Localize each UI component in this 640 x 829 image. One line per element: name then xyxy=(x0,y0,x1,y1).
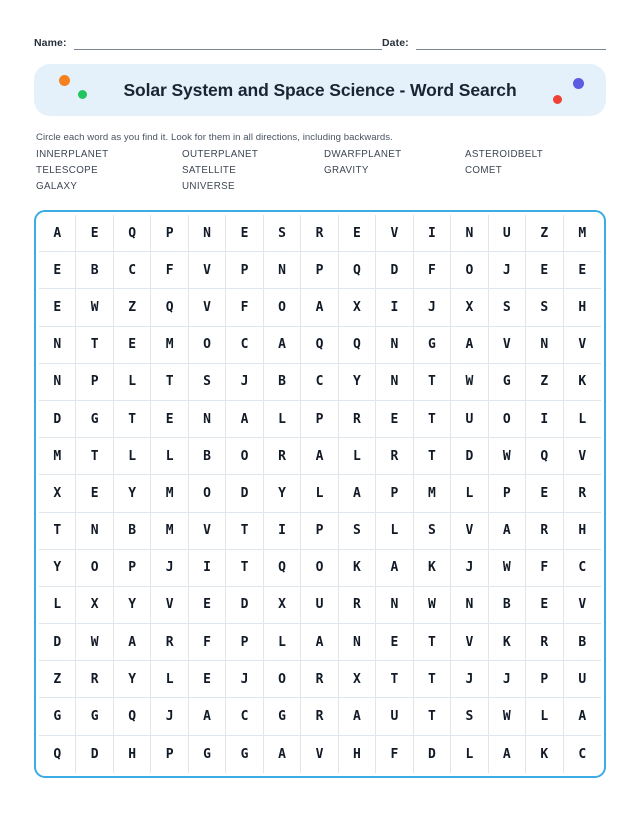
word-list-item: SATELLITE xyxy=(182,165,237,176)
grid-cell[interactable]: U xyxy=(451,401,488,438)
grid-cell[interactable]: W xyxy=(451,364,488,401)
grid-cell[interactable]: E xyxy=(526,587,563,624)
grid-cell[interactable]: V xyxy=(564,587,601,624)
word-list-item: DWARFPLANET xyxy=(324,149,402,160)
grid-cell[interactable]: S xyxy=(526,289,563,326)
grid-cell[interactable]: O xyxy=(76,550,113,587)
grid-cell[interactable]: L xyxy=(376,513,413,550)
grid-cell[interactable]: X xyxy=(76,587,113,624)
grid-cell[interactable]: I xyxy=(376,289,413,326)
grid-cell[interactable]: U xyxy=(489,215,526,252)
grid-cell[interactable]: X xyxy=(39,475,76,512)
grid-cell[interactable]: G xyxy=(226,736,263,773)
grid-cell[interactable]: I xyxy=(264,513,301,550)
grid-cell[interactable]: T xyxy=(376,661,413,698)
grid-cell[interactable]: N xyxy=(526,327,563,364)
grid-cell[interactable]: J xyxy=(451,550,488,587)
grid-cell[interactable]: D xyxy=(451,438,488,475)
word-list-item: ASTEROIDBELT xyxy=(465,149,544,160)
grid-cell[interactable]: T xyxy=(226,550,263,587)
grid-cell[interactable]: T xyxy=(414,438,451,475)
grid-cell[interactable]: D xyxy=(226,587,263,624)
grid-cell[interactable]: L xyxy=(264,401,301,438)
word-list-item: COMET xyxy=(465,165,503,176)
grid-cell[interactable]: O xyxy=(301,550,338,587)
grid-cell[interactable]: I xyxy=(189,550,226,587)
grid-cell[interactable]: X xyxy=(264,587,301,624)
grid-cell[interactable]: B xyxy=(76,252,113,289)
grid-cell[interactable]: P xyxy=(76,364,113,401)
grid-cell[interactable]: A xyxy=(301,289,338,326)
grid-cell[interactable]: V xyxy=(489,327,526,364)
grid-cell[interactable]: A xyxy=(489,736,526,773)
grid-cell[interactable]: V xyxy=(301,736,338,773)
word-list-item: GALAXY xyxy=(36,181,78,192)
grid-cell[interactable]: X xyxy=(339,661,376,698)
grid-cell[interactable]: J xyxy=(151,698,188,735)
grid-cell[interactable]: S xyxy=(451,698,488,735)
grid-cell[interactable]: W xyxy=(414,587,451,624)
grid-cell[interactable]: P xyxy=(376,475,413,512)
grid-cell[interactable]: V xyxy=(189,513,226,550)
grid-cell[interactable]: A xyxy=(489,513,526,550)
grid-cell[interactable]: N xyxy=(376,327,413,364)
grid-cell[interactable]: S xyxy=(189,364,226,401)
grid-cell[interactable]: G xyxy=(414,327,451,364)
grid-cell[interactable]: Q xyxy=(151,289,188,326)
grid-cell[interactable]: L xyxy=(114,438,151,475)
instructions-text: Circle each word as you find it. Look for them in all directions, including backwards. xyxy=(36,132,393,143)
grid-cell[interactable]: D xyxy=(414,736,451,773)
grid-cell[interactable]: R xyxy=(151,624,188,661)
grid-cell[interactable]: S xyxy=(489,289,526,326)
grid-cell[interactable]: S xyxy=(339,513,376,550)
grid-cell[interactable]: P xyxy=(489,475,526,512)
grid-cell[interactable]: Z xyxy=(526,364,563,401)
grid-cell[interactable]: B xyxy=(114,513,151,550)
grid-cell[interactable]: R xyxy=(301,698,338,735)
word-list-item: OUTERPLANET xyxy=(182,149,259,160)
grid-cell[interactable]: J xyxy=(489,252,526,289)
grid-cell[interactable]: K xyxy=(564,364,601,401)
grid-cell[interactable]: A xyxy=(301,438,338,475)
grid-cell[interactable]: E xyxy=(526,252,563,289)
grid-cell[interactable]: G xyxy=(76,698,113,735)
grid-cell[interactable]: N xyxy=(451,587,488,624)
grid-cell[interactable]: V xyxy=(189,289,226,326)
grid-cell[interactable]: R xyxy=(339,587,376,624)
grid-cell[interactable]: M xyxy=(151,327,188,364)
grid-cell[interactable]: Z xyxy=(526,215,563,252)
grid-cell[interactable]: H xyxy=(564,289,601,326)
page-title: Solar System and Space Science - Word Search xyxy=(123,79,517,100)
word-list xyxy=(36,149,606,192)
grid-cell[interactable]: C xyxy=(564,736,601,773)
word-list-item: INNERPLANET xyxy=(36,149,109,160)
grid-cell[interactable]: G xyxy=(39,698,76,735)
grid-cell[interactable]: R xyxy=(376,438,413,475)
grid-cell[interactable]: D xyxy=(226,475,263,512)
name-input-line[interactable] xyxy=(74,36,382,50)
grid-cell[interactable]: Y xyxy=(264,475,301,512)
grid-cell[interactable]: W xyxy=(489,550,526,587)
grid-cell[interactable]: C xyxy=(226,327,263,364)
grid-cell[interactable]: L xyxy=(564,401,601,438)
grid-cell[interactable]: T xyxy=(76,438,113,475)
word-search-grid[interactable] xyxy=(39,215,601,773)
grid-cell[interactable]: B xyxy=(189,438,226,475)
grid-cell[interactable]: M xyxy=(414,475,451,512)
grid-cell[interactable]: T xyxy=(226,513,263,550)
grid-cell[interactable]: X xyxy=(339,289,376,326)
grid-cell[interactable]: A xyxy=(264,327,301,364)
grid-cell[interactable]: Q xyxy=(339,252,376,289)
word-search-grid-container xyxy=(34,210,606,778)
grid-cell[interactable]: Y xyxy=(339,364,376,401)
grid-cell[interactable]: O xyxy=(264,661,301,698)
grid-cell[interactable]: P xyxy=(226,624,263,661)
grid-cell[interactable]: P xyxy=(301,252,338,289)
grid-cell[interactable]: Y xyxy=(114,661,151,698)
grid-cell[interactable]: C xyxy=(301,364,338,401)
grid-cell[interactable]: M xyxy=(564,215,601,252)
grid-cell[interactable]: T xyxy=(39,513,76,550)
name-label: Name: xyxy=(34,37,67,49)
grid-cell[interactable]: Q xyxy=(339,327,376,364)
grid-cell[interactable]: T xyxy=(414,624,451,661)
grid-cell[interactable]: L xyxy=(151,438,188,475)
grid-cell[interactable]: W xyxy=(76,289,113,326)
grid-cell[interactable]: L xyxy=(39,587,76,624)
grid-cell[interactable]: Y xyxy=(39,550,76,587)
grid-cell[interactable]: U xyxy=(301,587,338,624)
grid-cell[interactable]: G xyxy=(264,698,301,735)
word-list-item: TELESCOPE xyxy=(36,165,98,176)
word-list-item: UNIVERSE xyxy=(182,181,235,192)
grid-cell[interactable]: V xyxy=(189,252,226,289)
grid-cell[interactable]: I xyxy=(414,215,451,252)
grid-cell[interactable]: D xyxy=(39,401,76,438)
grid-cell[interactable]: R xyxy=(301,661,338,698)
grid-cell[interactable]: L xyxy=(526,698,563,735)
grid-cell[interactable]: U xyxy=(564,661,601,698)
grid-cell[interactable]: P xyxy=(151,736,188,773)
grid-cell[interactable]: A xyxy=(114,624,151,661)
grid-cell[interactable]: P xyxy=(301,401,338,438)
grid-cell[interactable]: N xyxy=(39,327,76,364)
grid-cell[interactable]: T xyxy=(151,364,188,401)
grid-cell[interactable]: U xyxy=(376,698,413,735)
grid-cell[interactable]: A xyxy=(301,624,338,661)
grid-cell[interactable]: K xyxy=(489,624,526,661)
word-list-item: GRAVITY xyxy=(324,165,369,176)
grid-cell[interactable]: O xyxy=(226,438,263,475)
grid-cell[interactable]: T xyxy=(414,364,451,401)
grid-cell[interactable]: R xyxy=(339,401,376,438)
grid-cell[interactable]: M xyxy=(151,475,188,512)
grid-cell[interactable]: W xyxy=(489,438,526,475)
grid-cell[interactable]: T xyxy=(114,401,151,438)
grid-cell[interactable]: J xyxy=(451,661,488,698)
grid-cell[interactable]: K xyxy=(414,550,451,587)
grid-cell[interactable]: J xyxy=(414,289,451,326)
grid-cell[interactable]: P xyxy=(301,513,338,550)
grid-cell[interactable]: Q xyxy=(264,550,301,587)
grid-cell[interactable]: N xyxy=(76,513,113,550)
grid-cell[interactable]: N xyxy=(264,252,301,289)
grid-cell[interactable]: P xyxy=(151,215,188,252)
date-field-group xyxy=(382,36,606,50)
grid-cell[interactable]: L xyxy=(451,736,488,773)
grid-cell[interactable]: T xyxy=(414,698,451,735)
grid-cell[interactable]: F xyxy=(376,736,413,773)
grid-cell[interactable]: O xyxy=(489,401,526,438)
grid-cell[interactable]: L xyxy=(451,475,488,512)
grid-cell[interactable]: H xyxy=(339,736,376,773)
grid-cell[interactable]: B xyxy=(564,624,601,661)
grid-cell[interactable]: L xyxy=(264,624,301,661)
grid-cell[interactable]: Q xyxy=(114,215,151,252)
grid-cell[interactable]: Z xyxy=(39,661,76,698)
grid-cell[interactable]: D xyxy=(376,252,413,289)
grid-cell[interactable]: M xyxy=(39,438,76,475)
grid-cell[interactable]: E xyxy=(189,587,226,624)
grid-cell[interactable]: T xyxy=(76,327,113,364)
grid-cell[interactable]: R xyxy=(301,215,338,252)
grid-cell[interactable]: A xyxy=(39,215,76,252)
grid-cell[interactable]: Y xyxy=(114,475,151,512)
grid-cell[interactable]: B xyxy=(264,364,301,401)
grid-cell[interactable]: K xyxy=(526,736,563,773)
orange-dot-icon xyxy=(59,75,70,86)
grid-cell[interactable]: V xyxy=(151,587,188,624)
grid-cell[interactable]: V xyxy=(564,438,601,475)
grid-cell[interactable]: G xyxy=(76,401,113,438)
grid-cell[interactable]: E xyxy=(76,215,113,252)
grid-cell[interactable]: H xyxy=(564,513,601,550)
grid-cell[interactable]: R xyxy=(526,513,563,550)
grid-cell[interactable]: S xyxy=(414,513,451,550)
grid-cell[interactable]: V xyxy=(451,513,488,550)
title-banner xyxy=(34,64,606,116)
grid-cell[interactable]: A xyxy=(564,698,601,735)
grid-cell[interactable]: E xyxy=(114,327,151,364)
grid-cell[interactable]: J xyxy=(151,550,188,587)
green-dot-icon xyxy=(78,90,87,99)
grid-cell[interactable]: E xyxy=(376,624,413,661)
grid-cell[interactable]: G xyxy=(189,736,226,773)
grid-cell[interactable]: T xyxy=(414,661,451,698)
grid-cell[interactable]: Q xyxy=(301,327,338,364)
grid-cell[interactable]: E xyxy=(526,475,563,512)
grid-cell[interactable]: N xyxy=(376,364,413,401)
grid-cell[interactable]: O xyxy=(189,327,226,364)
grid-cell[interactable]: L xyxy=(114,364,151,401)
grid-cell[interactable]: F xyxy=(189,624,226,661)
grid-cell[interactable]: O xyxy=(451,252,488,289)
grid-cell[interactable]: A xyxy=(339,698,376,735)
grid-cell[interactable]: Q xyxy=(526,438,563,475)
grid-cell[interactable]: E xyxy=(151,401,188,438)
grid-cell[interactable]: O xyxy=(264,289,301,326)
grid-cell[interactable]: C xyxy=(114,252,151,289)
grid-cell[interactable]: V xyxy=(376,215,413,252)
grid-cell[interactable]: D xyxy=(76,736,113,773)
grid-cell[interactable]: Q xyxy=(114,698,151,735)
grid-cell[interactable]: W xyxy=(76,624,113,661)
grid-cell[interactable]: L xyxy=(151,661,188,698)
grid-cell[interactable]: R xyxy=(526,624,563,661)
date-label: Date: xyxy=(382,37,409,49)
date-input-line[interactable] xyxy=(416,36,606,50)
grid-cell[interactable]: L xyxy=(339,438,376,475)
grid-cell[interactable]: Q xyxy=(39,736,76,773)
grid-cell[interactable]: R xyxy=(264,438,301,475)
grid-cell[interactable]: E xyxy=(189,661,226,698)
grid-cell[interactable]: E xyxy=(339,215,376,252)
grid-cell[interactable]: F xyxy=(151,252,188,289)
grid-cell[interactable]: D xyxy=(39,624,76,661)
grid-cell[interactable]: L xyxy=(301,475,338,512)
grid-cell[interactable]: A xyxy=(226,401,263,438)
name-field-group xyxy=(34,36,382,50)
grid-cell[interactable]: J xyxy=(226,661,263,698)
grid-cell[interactable]: N xyxy=(376,587,413,624)
grid-cell[interactable]: I xyxy=(526,401,563,438)
grid-cell[interactable]: J xyxy=(489,661,526,698)
grid-cell[interactable]: A xyxy=(264,736,301,773)
grid-cell[interactable]: V xyxy=(564,327,601,364)
red-dot-icon xyxy=(553,95,562,104)
grid-cell[interactable]: N xyxy=(39,364,76,401)
grid-cell[interactable]: Z xyxy=(114,289,151,326)
grid-cell[interactable]: V xyxy=(451,624,488,661)
grid-cell[interactable]: A xyxy=(376,550,413,587)
grid-cell[interactable]: E xyxy=(564,252,601,289)
grid-cell[interactable]: E xyxy=(76,475,113,512)
grid-cell[interactable]: K xyxy=(339,550,376,587)
blue-dot-icon xyxy=(573,78,584,89)
grid-cell[interactable]: E xyxy=(226,215,263,252)
grid-cell[interactable]: E xyxy=(376,401,413,438)
grid-cell[interactable]: R xyxy=(564,475,601,512)
grid-cell[interactable]: Y xyxy=(114,587,151,624)
grid-cell[interactable]: G xyxy=(489,364,526,401)
grid-cell[interactable]: N xyxy=(189,215,226,252)
student-info-row xyxy=(34,28,606,50)
grid-cell[interactable]: W xyxy=(489,698,526,735)
grid-cell[interactable]: A xyxy=(339,475,376,512)
grid-cell[interactable]: P xyxy=(226,252,263,289)
grid-cell[interactable]: N xyxy=(189,401,226,438)
grid-cell[interactable]: A xyxy=(189,698,226,735)
grid-cell[interactable]: E xyxy=(39,252,76,289)
grid-cell[interactable]: N xyxy=(339,624,376,661)
grid-cell[interactable]: X xyxy=(451,289,488,326)
grid-cell[interactable]: F xyxy=(226,289,263,326)
grid-cell[interactable]: N xyxy=(451,215,488,252)
grid-cell[interactable]: B xyxy=(489,587,526,624)
grid-cell[interactable]: R xyxy=(76,661,113,698)
grid-cell[interactable]: F xyxy=(414,252,451,289)
grid-cell[interactable]: E xyxy=(39,289,76,326)
grid-cell[interactable]: J xyxy=(226,364,263,401)
grid-cell[interactable]: C xyxy=(226,698,263,735)
grid-cell[interactable]: M xyxy=(151,513,188,550)
grid-cell[interactable]: P xyxy=(526,661,563,698)
grid-cell[interactable]: T xyxy=(414,401,451,438)
grid-cell[interactable]: O xyxy=(189,475,226,512)
grid-cell[interactable]: P xyxy=(114,550,151,587)
grid-cell[interactable]: F xyxy=(526,550,563,587)
grid-cell[interactable]: A xyxy=(451,327,488,364)
grid-cell[interactable]: H xyxy=(114,736,151,773)
grid-cell[interactable]: S xyxy=(264,215,301,252)
grid-cell[interactable]: C xyxy=(564,550,601,587)
